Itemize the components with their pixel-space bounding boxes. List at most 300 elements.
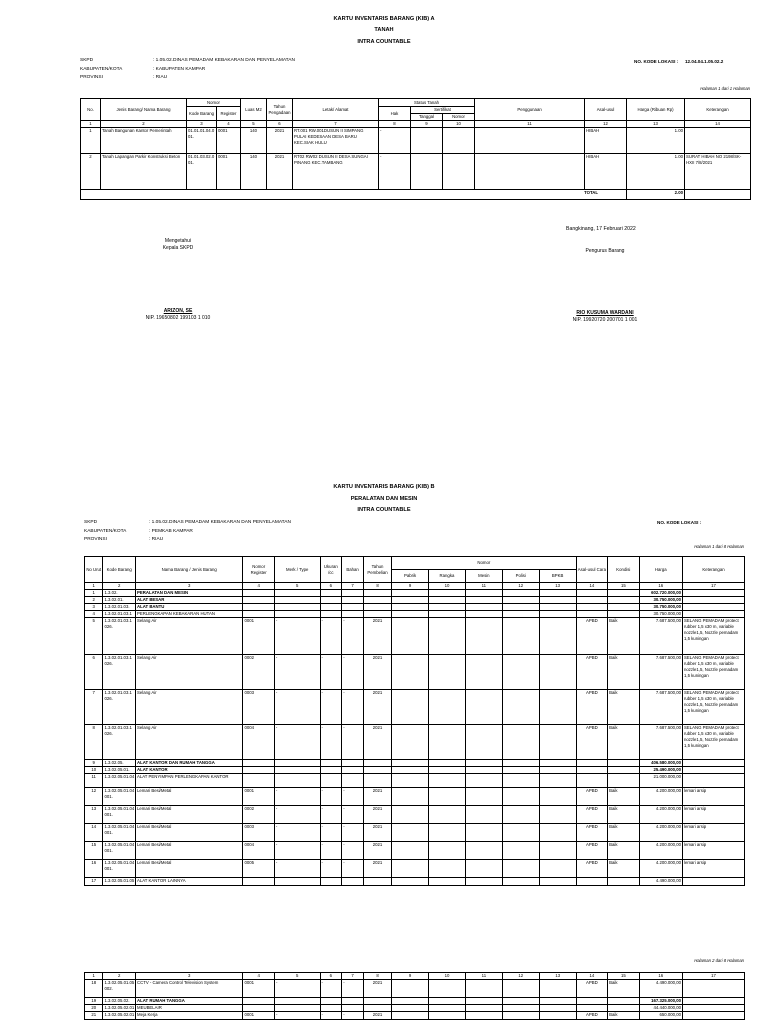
cell-harga: 7.687.500,00 — [639, 690, 682, 725]
cell-empty — [392, 842, 429, 860]
cell-no: 3 — [85, 604, 103, 611]
col-number: 4 — [243, 973, 274, 980]
kiba-table — [80, 98, 751, 200]
cell-kode: 01.01.01.04.0 01. — [187, 128, 217, 154]
cell-empty — [465, 604, 502, 611]
cell-nama: Selang Air — [136, 725, 243, 760]
cell-no: 1 — [81, 128, 101, 154]
col-header: Rangka — [429, 570, 466, 583]
col-header: No. — [81, 99, 101, 121]
cell-bahan: - — [342, 725, 364, 760]
place-date: Bangkinang, 17 Februari 2022 — [566, 226, 636, 232]
col-number: 3 — [187, 121, 217, 128]
col-header: Nomor — [392, 557, 577, 570]
cell-asal: APBD — [576, 725, 607, 760]
cell-empty — [429, 860, 466, 878]
cell-kode: 1.3.02.01.03.1 026. — [103, 690, 136, 725]
cell-tahun — [363, 998, 391, 1005]
table-row — [81, 128, 751, 154]
cell-empty — [539, 604, 576, 611]
cell-empty — [429, 824, 466, 842]
cell-reg — [243, 1005, 274, 1012]
cell-bahan: - — [342, 1012, 364, 1020]
col-number: 6 — [320, 583, 342, 590]
cell-harga: 30.750.000,00 — [639, 597, 682, 604]
col-number: 11 — [465, 973, 502, 980]
cell-nama: Selang Air — [136, 690, 243, 725]
cell-uk: - — [320, 725, 342, 760]
cell-empty — [539, 878, 576, 886]
cell-ket: lemari arsip — [682, 860, 744, 878]
col-header: Bahan — [342, 557, 364, 583]
cell-nama: Meja Kerja — [136, 1012, 243, 1020]
cell-empty — [429, 1012, 466, 1020]
col-number: 1 — [85, 583, 103, 590]
cell-empty — [429, 842, 466, 860]
cell-reg: 0003 — [243, 824, 274, 842]
cell-empty — [392, 760, 429, 767]
cell-kode: 1.3.02.01.03.1 026. — [103, 618, 136, 655]
cell-kode: 1.3.02.01.03.1 026. — [103, 725, 136, 760]
cell-penggunaan — [475, 128, 585, 154]
cell-empty — [429, 725, 466, 760]
cell-merk — [274, 590, 320, 597]
cell-empty — [465, 806, 502, 824]
cell-kondisi — [608, 767, 639, 774]
cell-no: 21 — [85, 1012, 103, 1020]
cell-empty — [539, 774, 576, 788]
cell-asal: HIBAH — [585, 154, 627, 190]
cell-empty — [465, 1012, 502, 1020]
table-row — [85, 760, 745, 767]
cell-kode: 1.3.02.05.01.04 001. — [103, 788, 136, 806]
cell-uk — [320, 998, 342, 1005]
col-header: Keterangan — [682, 557, 744, 583]
col-header: Asal-usul — [585, 99, 627, 121]
cell-empty — [465, 611, 502, 618]
cell-kondisi — [608, 878, 639, 886]
cell-uk: - — [320, 655, 342, 690]
col-number: 17 — [683, 973, 745, 980]
cell-tahun: 2021 — [363, 842, 391, 860]
cell-kondisi: Baik — [608, 690, 639, 725]
cell-kondisi: Baik — [608, 806, 639, 824]
cell-kode: 1.3.02.05.01.04 001. — [103, 860, 136, 878]
col-number: 13 — [539, 973, 576, 980]
cell-nama: ALAT RUMAH TANGGA — [136, 998, 243, 1005]
cell-kode: 1.3.02.01.03.1 — [103, 611, 136, 618]
cell-empty — [502, 998, 539, 1005]
kibb-title-2: PERALATAN DAN MESIN — [350, 496, 418, 502]
cell-ket: SURAT HIBAH NO 2198/SK-HXII 7/8/2021 — [685, 154, 751, 190]
col-header: Register — [217, 107, 241, 121]
cell-asal: HIBAH — [585, 128, 627, 154]
cell-merk: - — [274, 690, 320, 725]
col-number: 5 — [274, 583, 320, 590]
col-number: 6 — [320, 973, 342, 980]
cell-reg — [243, 767, 274, 774]
cell-register: 0001 — [217, 128, 241, 154]
cell-empty — [539, 824, 576, 842]
cell-empty — [392, 604, 429, 611]
cell-kondisi — [608, 604, 639, 611]
cell-empty — [502, 597, 539, 604]
kiba-halaman: Halaman 1 dari 1 Halaman — [700, 86, 750, 91]
col-number: 8 — [363, 583, 391, 590]
cell-uk: - — [320, 1012, 342, 1020]
cell-empty — [539, 760, 576, 767]
cell-no: 7 — [85, 690, 103, 725]
cell-harga: 30.750.000,00 — [639, 604, 682, 611]
cell-harga: 167.325.000,00 — [639, 998, 682, 1005]
cell-penggunaan — [475, 154, 585, 190]
cell-empty — [392, 860, 429, 878]
table-row — [85, 655, 745, 690]
cell-empty — [465, 878, 502, 886]
cell-no: 11 — [85, 774, 103, 788]
table-row — [85, 788, 745, 806]
col-number: 8 — [379, 121, 411, 128]
cell-empty — [539, 618, 576, 655]
cell-reg: 0001 — [243, 788, 274, 806]
col-header: Nomor Register — [243, 557, 274, 583]
cell-kode: 1.3.02.01.03.1 026. — [103, 655, 136, 690]
col-header: Merk / Type — [274, 557, 320, 583]
col-number: 10 — [443, 121, 475, 128]
cell-bahan — [342, 604, 364, 611]
cell-merk — [274, 604, 320, 611]
cell-ket — [682, 767, 744, 774]
cell-uk: - — [320, 788, 342, 806]
col-header: Keterangan — [685, 99, 751, 121]
left-signature — [118, 238, 238, 252]
table-row — [85, 618, 745, 655]
cell-empty — [429, 760, 466, 767]
sign-name: ARIZON, SE — [163, 308, 193, 314]
meta-value: : PEMKAB KAMPAR — [149, 528, 193, 534]
cell-empty — [465, 788, 502, 806]
cell-nama: Lemari Besi/Metal — [136, 824, 243, 842]
cell-merk: - — [274, 1012, 320, 1020]
col-header: Kondisi — [608, 557, 639, 583]
cell-empty — [465, 590, 502, 597]
cell-merk: - — [274, 980, 320, 998]
cell-merk — [274, 878, 320, 886]
cell-empty — [465, 842, 502, 860]
cell-empty — [429, 604, 466, 611]
col-number: 9 — [411, 121, 443, 128]
cell-reg: 0001 — [243, 1012, 274, 1020]
cell-empty — [429, 655, 466, 690]
cell-kode: 1.3.02.01. — [103, 597, 136, 604]
table-row — [85, 878, 745, 886]
cell-asal: APBD — [576, 618, 607, 655]
meta-label: SKPD — [80, 58, 94, 63]
cell-asal — [576, 604, 607, 611]
cell-empty — [465, 980, 502, 998]
cell-ket: lemari arsip — [682, 806, 744, 824]
cell-merk: - — [274, 618, 320, 655]
cell-empty — [429, 611, 466, 618]
cell-empty — [465, 725, 502, 760]
cell-reg: 0001 — [243, 618, 274, 655]
cell-merk: - — [274, 806, 320, 824]
cell-merk — [274, 998, 320, 1005]
cell-nama: PERLENGKAPAN KEBAKARAN HUTAN — [136, 611, 243, 618]
cell-empty — [465, 597, 502, 604]
cell-nama: Tanah Bangunan Kantor Pemerintah — [101, 128, 187, 154]
cell-tahun: 2021 — [363, 618, 391, 655]
cell-empty — [392, 690, 429, 725]
cell-nama: Lemari Besi/Metal — [136, 860, 243, 878]
cell-luas: 140 — [241, 154, 267, 190]
table-row — [85, 597, 745, 604]
cell-kondisi — [608, 760, 639, 767]
cell-uk: - — [320, 980, 342, 998]
cell-harga: 4.200.000,00 — [639, 842, 682, 860]
cell-empty — [392, 806, 429, 824]
cell-empty — [502, 774, 539, 788]
cell-empty — [392, 590, 429, 597]
col-number: 7 — [342, 973, 364, 980]
cell-no: 15 — [85, 842, 103, 860]
meta-label: KABUPATEN/KOTA — [80, 66, 123, 72]
cell-kode: 1.3.02.05. — [103, 760, 136, 767]
col-header: Nomor — [187, 99, 241, 107]
cell-uk — [320, 1005, 342, 1012]
cell-asal — [576, 774, 607, 788]
cell-empty — [429, 788, 466, 806]
cell-asal: APBD — [576, 1012, 607, 1020]
cell-reg: 0001 — [243, 980, 274, 998]
cell-harga: 4.200.000,00 — [639, 860, 682, 878]
cell-empty — [539, 1012, 576, 1020]
cell-alamat: RT.001 RW.001DUSUN II SIMPANG PULAI KEDESAAN DESA BARU KEC.SIAK HULU — [293, 128, 379, 154]
kiba-meta — [80, 57, 380, 83]
col-number: 11 — [475, 121, 585, 128]
cell-nomor — [443, 154, 475, 190]
cell-bahan — [342, 760, 364, 767]
cell-empty — [539, 842, 576, 860]
cell-ket — [683, 1012, 745, 1020]
cell-reg — [243, 878, 274, 886]
col-number: 15 — [608, 973, 639, 980]
cell-harga: 7.687.500,00 — [639, 725, 682, 760]
cell-empty — [392, 597, 429, 604]
col-number: 16 — [639, 973, 682, 980]
cell-kode: 01.01.03.02.0 01. — [187, 154, 217, 190]
cell-empty — [502, 878, 539, 886]
cell-empty — [502, 760, 539, 767]
col-header: Penggunaan — [475, 99, 585, 121]
col-number: 5 — [274, 973, 320, 980]
kiba-title-2: TANAH — [374, 27, 394, 33]
cell-luas: 140 — [241, 128, 267, 154]
cell-empty — [539, 788, 576, 806]
cell-tanggal — [411, 154, 443, 190]
cell-asal — [576, 590, 607, 597]
cell-bahan: - — [342, 806, 364, 824]
cell-nama: ALAT BESAR — [136, 597, 243, 604]
cell-empty — [429, 998, 466, 1005]
cell-bahan — [342, 1005, 364, 1012]
cell-kode: 1.3.02.05.01.04 — [103, 774, 136, 788]
cell-ket — [685, 128, 751, 154]
cell-no: 19 — [85, 998, 103, 1005]
col-header: Kode Barang — [103, 557, 136, 583]
col-header: Nomor — [443, 114, 475, 121]
cell-harga: 1.00 — [627, 128, 685, 154]
col-header: Pabrik — [392, 570, 429, 583]
kibb-title-3: INTRA COUNTABLE — [357, 507, 411, 513]
col-number: 9 — [392, 973, 429, 980]
cell-kode: 1.3.02.05.02. — [103, 998, 136, 1005]
cell-empty — [465, 760, 502, 767]
kiba-kode-lokasi-value: 12.04.04.1.05.02.2 — [685, 59, 724, 64]
cell-empty — [429, 1005, 466, 1012]
cell-ket — [682, 611, 744, 618]
cell-harga: 1.00 — [627, 154, 685, 190]
sign-role: Kepala SKPD — [162, 245, 194, 251]
col-header: Harga — [639, 557, 682, 583]
cell-empty — [465, 618, 502, 655]
col-number: 3 — [136, 973, 243, 980]
cell-no: 5 — [85, 618, 103, 655]
cell-empty — [465, 824, 502, 842]
col-header: Hak — [379, 107, 411, 121]
cell-ket — [682, 774, 744, 788]
cell-no: 6 — [85, 655, 103, 690]
cell-bahan: - — [342, 824, 364, 842]
cell-tahun — [363, 774, 391, 788]
col-number: 16 — [639, 583, 682, 590]
cell-uk — [320, 590, 342, 597]
cell-tahun — [363, 590, 391, 597]
kiba-kode-lokasi-label: NO. KODE LOKASI : — [634, 59, 679, 64]
cell-reg: 0002 — [243, 655, 274, 690]
cell-empty — [465, 767, 502, 774]
right-signature-role: Pengurus Barang — [585, 248, 625, 254]
cell-empty — [502, 788, 539, 806]
cell-harga: 4.490.000,00 — [639, 878, 682, 886]
kibb-halaman: Halaman 1 dari 8 Halaman — [694, 544, 744, 549]
kiba-title-3: INTRA COUNTABLE — [357, 39, 411, 45]
cell-merk: - — [274, 842, 320, 860]
cell-bahan — [342, 878, 364, 886]
cell-asal: APBD — [576, 824, 607, 842]
cell-harga: 4.490.000,00 — [639, 980, 682, 998]
cell-merk — [274, 611, 320, 618]
cell-uk: - — [320, 806, 342, 824]
col-number: 2 — [101, 121, 187, 128]
cell-harga: 30.750.000,00 — [639, 611, 682, 618]
cell-asal — [576, 760, 607, 767]
cell-empty — [539, 655, 576, 690]
cell-bahan: - — [342, 655, 364, 690]
cell-bahan — [342, 774, 364, 788]
cell-uk: - — [320, 860, 342, 878]
cell-tahun: 2021 — [363, 725, 391, 760]
cell-reg — [243, 597, 274, 604]
cell-kode: 1.3.02. — [103, 590, 136, 597]
column-number-row — [85, 973, 745, 980]
cell-ket — [682, 597, 744, 604]
col-number: 14 — [576, 583, 607, 590]
cell-uk: - — [320, 690, 342, 725]
cell-empty — [465, 860, 502, 878]
cell-merk: - — [274, 788, 320, 806]
cell-reg: 0003 — [243, 690, 274, 725]
cell-empty — [429, 597, 466, 604]
col-header: Tahun Pembelian — [363, 557, 391, 583]
cell-nama: Lemari Besi/Metal — [136, 806, 243, 824]
cell-ket: lemari arsip — [682, 788, 744, 806]
meta-label: PROVINSI — [80, 75, 103, 80]
cell-asal: APBD — [576, 788, 607, 806]
cell-nama: MEUBELAIR — [136, 1005, 243, 1012]
table-row — [85, 1012, 745, 1020]
cell-bahan — [342, 998, 364, 1005]
cell-ket — [682, 878, 744, 886]
cell-asal: APBD — [576, 690, 607, 725]
cell-empty — [502, 725, 539, 760]
sign-role: Mengetahui — [164, 238, 192, 244]
cell-ket — [682, 604, 744, 611]
col-header: Asal-usul Cara — [576, 557, 607, 583]
cell-nama: PERALATAN DAN MESIN — [136, 590, 243, 597]
cell-uk — [320, 760, 342, 767]
cell-bahan: - — [342, 788, 364, 806]
col-header: Kode Barang — [187, 107, 217, 121]
col-header: Luas M2 — [241, 99, 267, 121]
cell-kode: 1.3.02.05.01.04 001. — [103, 824, 136, 842]
table-row — [85, 590, 745, 597]
cell-empty — [392, 1012, 429, 1020]
cell-uk — [320, 774, 342, 788]
cell-reg: 0002 — [243, 806, 274, 824]
cell-tahun: 2021 — [363, 980, 391, 998]
cell-reg: 0004 — [243, 842, 274, 860]
cell-asal — [576, 597, 607, 604]
cell-ket — [683, 980, 745, 998]
cell-bahan — [342, 767, 364, 774]
cell-bahan: - — [342, 690, 364, 725]
sign-name: RIO KUSUMA WARDANI — [576, 310, 634, 316]
cell-tanggal — [411, 128, 443, 154]
cell-ket — [683, 1005, 745, 1012]
cell-empty — [539, 767, 576, 774]
cell-nama: Lemari Besi/Metal — [136, 788, 243, 806]
cell-tahun: 2021 — [363, 690, 391, 725]
cell-uk — [320, 604, 342, 611]
col-number: 1 — [85, 973, 103, 980]
col-number: 6 — [267, 121, 293, 128]
cell-merk: - — [274, 725, 320, 760]
cell-kondisi: Baik — [608, 980, 639, 998]
cell-hak: - — [379, 128, 411, 154]
cell-uk — [320, 878, 342, 886]
cell-empty — [539, 998, 576, 1005]
cell-kode: 1.3.02.05.02.01 — [103, 1012, 136, 1020]
col-number: 12 — [502, 583, 539, 590]
col-number: 10 — [429, 583, 466, 590]
table-row — [85, 611, 745, 618]
cell-tahun — [363, 878, 391, 886]
cell-kondisi — [608, 998, 639, 1005]
cell-merk — [274, 597, 320, 604]
cell-ket — [682, 590, 744, 597]
cell-harga: 4.200.000,00 — [639, 824, 682, 842]
